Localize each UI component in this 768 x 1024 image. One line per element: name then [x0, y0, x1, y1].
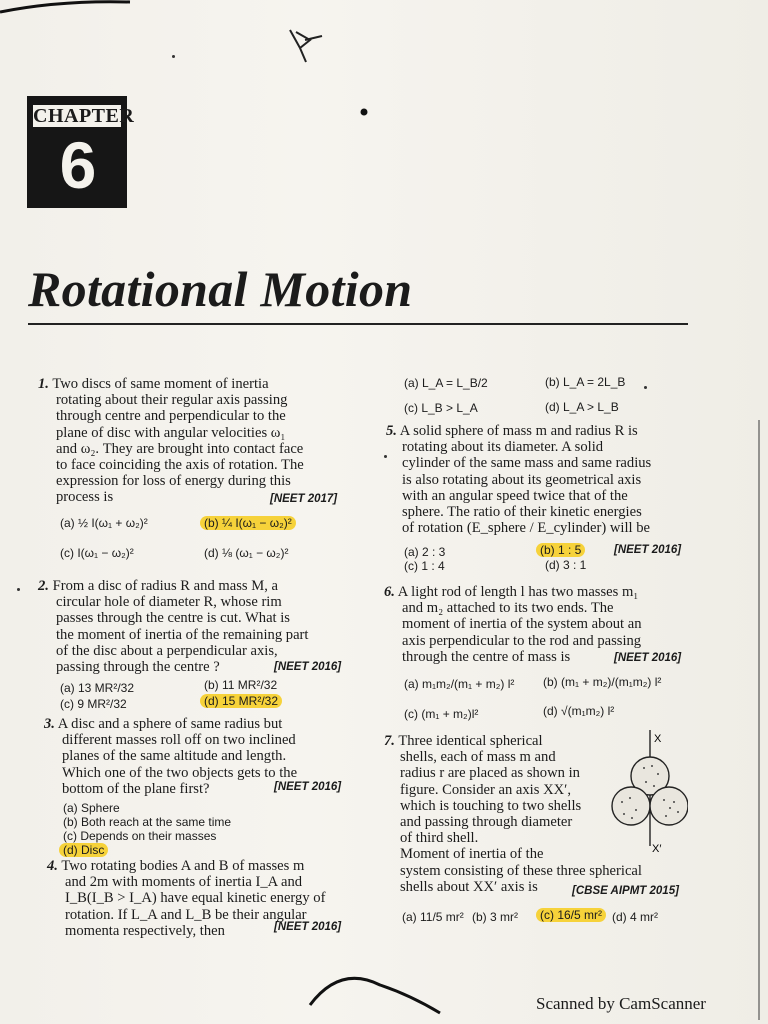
question-line: with an angular speed twice that of the	[402, 487, 628, 504]
question-line: planes of the same altitude and length.	[62, 748, 287, 765]
chapter-badge	[27, 96, 135, 208]
question-line: passes through the centre is cut. What is	[56, 610, 290, 627]
question-line: and m₂ attached to its two ends. The	[402, 600, 614, 617]
option-d: (d) √(m₁m₂) l²	[543, 704, 615, 718]
question-line: moment of inertia of the system about an	[402, 616, 642, 633]
option-d	[59, 843, 108, 857]
question-number: 7.	[384, 733, 395, 749]
option-b: (b) 11 MR²/32	[204, 678, 278, 692]
option-a: (a) 13 MR²/32	[60, 681, 135, 695]
question-number: 6.	[384, 584, 395, 600]
question-line: passing through the centre ?	[56, 659, 220, 676]
stray-dot	[172, 55, 175, 58]
exam-tag: [NEET 2016]	[274, 781, 342, 793]
option-b: (b) (m₁ + m₂)/(m₁m₂) l²	[543, 675, 662, 689]
question-line: sphere. The ratio of their kinetic energies	[402, 504, 642, 521]
question-line: I_B(I_B > I_A) have equal kinetic energy of	[65, 890, 326, 907]
highlight-answer: (b) 1 : 5	[536, 543, 585, 557]
option-a: (a) m₁m₂/(m₁ + m₂) l²	[404, 677, 515, 691]
option-b: (b) L_A = 2L_B	[545, 375, 626, 389]
option-c: (c) I(ω₁ − ω₂)²	[60, 546, 134, 560]
option-b: (b) 3 mr²	[472, 910, 518, 924]
question-line: From a disc of radius R and mass M, a	[52, 578, 278, 594]
title-rule	[28, 323, 688, 325]
question-line: Two discs of same moment of inertia	[52, 376, 269, 392]
question-number: 1.	[38, 376, 49, 392]
question-line: process is	[56, 489, 114, 506]
option-b	[536, 543, 585, 557]
chapter-label: CHAPTER	[33, 105, 135, 127]
question-line: A disc and a sphere of same radius but	[57, 716, 283, 732]
question-line: cylinder of the same mass and same radius	[402, 455, 652, 472]
exam-tag: [NEET 2017]	[270, 493, 338, 505]
shell-left	[612, 787, 650, 825]
question-number: 4.	[47, 858, 58, 874]
stray-dot	[644, 386, 647, 389]
option-a: (a) 11/5 mr²	[402, 910, 464, 924]
option-d	[200, 694, 282, 708]
exam-tag: [NEET 2016]	[614, 652, 682, 664]
highlight-answer: (d) 15 MR²/32	[200, 694, 282, 708]
question-line: and 2m with moments of inertia I_A and	[65, 874, 303, 891]
chapter-title: Rotational Motion	[28, 261, 413, 317]
option-c: (c) L_B > L_A	[404, 401, 478, 415]
question-number: 3.	[44, 716, 55, 732]
option-c: (c) 1 : 4	[404, 559, 445, 573]
question-line: axis perpendicular to the rod and passing	[402, 632, 642, 649]
highlight-answer: (c) 16/5 mr²	[536, 908, 606, 922]
page-edge-shadow	[758, 420, 760, 1020]
question-line: to face coinciding the axis of rotation. The	[56, 457, 304, 474]
question-line: Three identical spherical	[398, 733, 543, 749]
option-c: (c) (m₁ + m₂)l²	[404, 707, 479, 721]
question-line: Which one of the two objects gets to the	[62, 764, 298, 781]
question-line: A light rod of length l has two masses m₁	[397, 584, 639, 600]
exam-tag: [CBSE AIPMT 2015]	[572, 885, 679, 897]
exam-tag: [NEET 2016]	[274, 921, 342, 933]
question-line: and passing through diameter	[400, 814, 573, 831]
question-line: expression for loss of energy during this	[56, 473, 291, 490]
question-line: through the centre of mass is	[402, 648, 571, 665]
highlight-answer: (b) ¼ I(ω₁ − ω₂)²	[200, 516, 296, 530]
question-number: 2.	[38, 578, 49, 594]
question-line: different masses roll off on two inclined	[62, 732, 296, 749]
question-line: figure. Consider an axis XX′,	[400, 781, 571, 798]
stray-dot	[17, 588, 20, 591]
question-line: of rotation (E_sphere / E_cylinder) will be	[402, 520, 651, 537]
question-line: system consisting of these three spherical	[400, 862, 642, 879]
axis-label-top: X	[654, 733, 662, 745]
question-line: Two rotating bodies A and B of masses m	[61, 858, 305, 874]
option-d: (d) ⅛ (ω₁ − ω₂)²	[204, 546, 289, 560]
option-b	[200, 516, 296, 530]
exam-tag: [NEET 2016]	[274, 661, 342, 673]
question-line: A solid sphere of mass m and radius R is	[399, 423, 638, 439]
question-line: momenta respectively, then	[65, 922, 225, 939]
question-line: radius r are placed as shown in	[400, 765, 580, 782]
question-line: circular hole of diameter R, whose rim	[56, 594, 282, 611]
chapter-number: 6	[59, 128, 97, 202]
pen-scribble-bottom	[300, 955, 520, 1015]
three-shells-figure	[608, 730, 688, 852]
option-a: (a) ½ I(ω₁ + ω₂)²	[60, 516, 148, 530]
option-a: (a) 2 : 3	[404, 545, 446, 559]
axis-label-bottom: X′	[652, 843, 662, 852]
option-d: (d) 4 mr²	[612, 910, 658, 924]
question-line: shells, each of mass m and	[400, 749, 556, 766]
question-line: through centre and perpendicular to the	[56, 408, 286, 425]
question-1	[38, 376, 360, 506]
option-a: (a) Sphere	[63, 801, 120, 815]
question-line: shells about XX′ axis is	[400, 878, 538, 895]
option-c: (c) 9 MR²/32	[60, 697, 127, 711]
exam-tag: [NEET 2016]	[614, 544, 682, 556]
question-line: rotating about its diameter. A solid	[402, 439, 604, 456]
question-5	[386, 423, 696, 536]
option-a: (a) L_A = L_B/2	[404, 376, 488, 390]
question-line: of the disc about a perpendicular axis,	[56, 642, 278, 659]
question-line: rotation. If L_A and L_B be their angular	[65, 906, 307, 923]
question-line: plane of disc with angular velocities ω₁	[56, 424, 286, 441]
shell-right	[650, 787, 688, 825]
question-line: bottom of the plane first?	[62, 780, 210, 797]
option-c: (c) Depends on their masses	[63, 829, 217, 843]
question-line: of third shell.	[400, 830, 479, 847]
question-line: the moment of inertia of the remaining part	[56, 626, 309, 643]
option-c	[536, 908, 606, 922]
question-number: 5.	[386, 423, 397, 439]
question-line: which is touching to two shells	[400, 797, 582, 814]
stray-dot	[384, 455, 387, 458]
option-b: (b) Both reach at the same time	[63, 815, 232, 829]
question-line: Moment of inertia of the	[400, 846, 544, 863]
highlight-answer: (d) Disc	[59, 843, 108, 857]
question-line: and ω₂. They are brought into contact face	[56, 440, 304, 457]
question-line: is also rotating about its geometrical axis	[402, 471, 642, 488]
question-line: rotating about their regular axis passing	[56, 392, 288, 409]
option-d: (d) L_A > L_B	[545, 400, 619, 414]
option-d: (d) 3 : 1	[545, 558, 587, 572]
scanner-watermark: Scanned by CamScanner	[536, 994, 706, 1013]
